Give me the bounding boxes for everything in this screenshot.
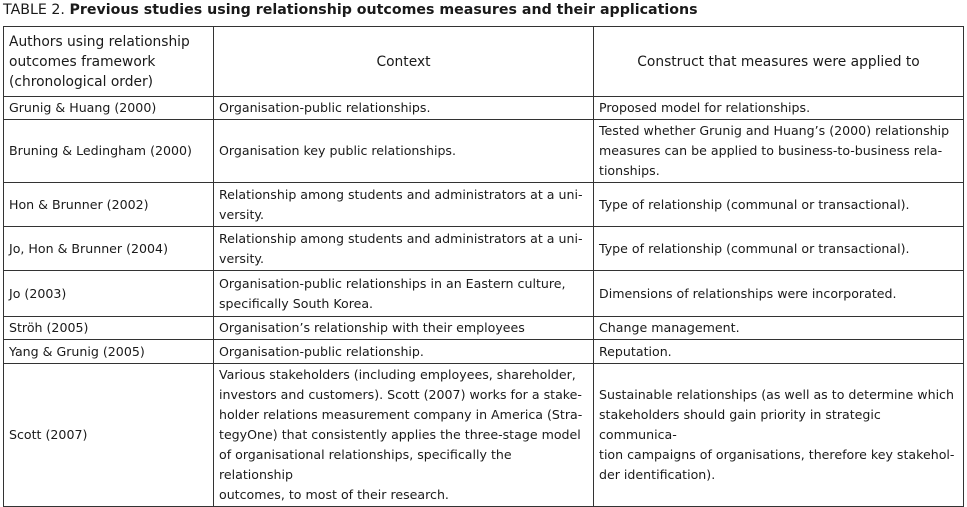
cell-authors: Bruning & Ledingham (2000) bbox=[4, 120, 214, 183]
cell-context: Organisation’s relationship with their employees bbox=[214, 317, 594, 340]
cell-construct: Type of relationship (communal or transactional). bbox=[594, 227, 964, 271]
cell-authors: Ströh (2005) bbox=[4, 317, 214, 340]
table-row bbox=[4, 340, 964, 364]
table-row bbox=[4, 97, 964, 120]
cell-construct: Tested whether Grunig and Huang’s (2000) relationship measures can be applied to business-to-business rela- tionships. bbox=[594, 120, 964, 183]
header-construct: Construct that measures were applied to bbox=[594, 27, 964, 97]
cell-authors: Grunig & Huang (2000) bbox=[4, 97, 214, 120]
cell-construct: Dimensions of relationships were incorporated. bbox=[594, 271, 964, 317]
table-caption-title: Previous studies using relationship outcomes measures and their applications bbox=[69, 2, 698, 18]
table-row bbox=[4, 120, 964, 183]
studies-table bbox=[3, 26, 964, 507]
cell-construct: Sustainable relationships (as well as to determine which stakeholders should gain priority in strategic communica- tion campaigns of organisations, therefore key stakehol- der identification). bbox=[594, 364, 964, 507]
table-caption bbox=[3, 0, 698, 22]
cell-construct: Change management. bbox=[594, 317, 964, 340]
cell-context: Organisation key public relationships. bbox=[214, 120, 594, 183]
cell-authors: Scott (2007) bbox=[4, 364, 214, 507]
cell-authors: Hon & Brunner (2002) bbox=[4, 183, 214, 227]
cell-construct: Reputation. bbox=[594, 340, 964, 364]
cell-authors: Jo, Hon & Brunner (2004) bbox=[4, 227, 214, 271]
cell-construct: Proposed model for relationships. bbox=[594, 97, 964, 120]
table-header-row bbox=[4, 27, 964, 97]
cell-context: Organisation-public relationships in an Eastern culture, specifically South Korea. bbox=[214, 271, 594, 317]
table-row bbox=[4, 183, 964, 227]
header-context: Context bbox=[214, 27, 594, 97]
table-row bbox=[4, 317, 964, 340]
cell-context: Various stakeholders (including employees, shareholder, investors and customers). Scott (2007) works for a stake- holder relations measurement company in America (Stra- tegyOne) that consistently applies the three-stage model of organisational relationships, specifically the relationship outcomes, to most of their research. bbox=[214, 364, 594, 507]
table-row bbox=[4, 227, 964, 271]
cell-context: Organisation-public relationship. bbox=[214, 340, 594, 364]
table-caption-label: TABLE 2. bbox=[3, 2, 65, 18]
cell-authors: Jo (2003) bbox=[4, 271, 214, 317]
header-authors: Authors using relationship outcomes framework (chronological order) bbox=[4, 27, 214, 97]
cell-context: Relationship among students and administrators at a uni- versity. bbox=[214, 227, 594, 271]
cell-construct: Type of relationship (communal or transactional). bbox=[594, 183, 964, 227]
cell-context: Relationship among students and administrators at a uni- versity. bbox=[214, 183, 594, 227]
table-row bbox=[4, 271, 964, 317]
cell-authors: Yang & Grunig (2005) bbox=[4, 340, 214, 364]
cell-context: Organisation-public relationships. bbox=[214, 97, 594, 120]
table-row bbox=[4, 364, 964, 507]
